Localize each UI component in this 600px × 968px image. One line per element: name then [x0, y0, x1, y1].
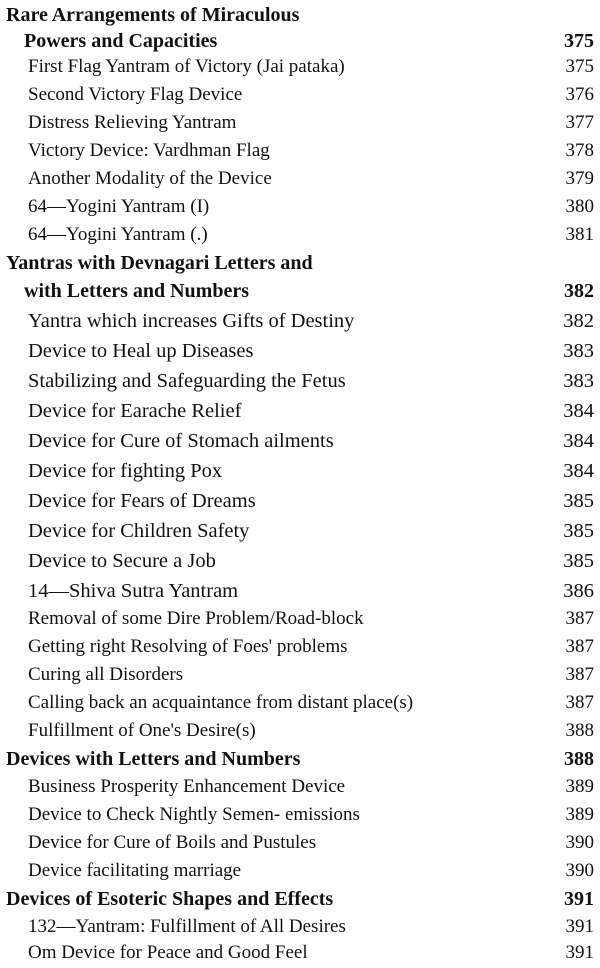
entry-page-number: 375	[565, 56, 594, 77]
entry-title: Device to Heal up Diseases	[28, 340, 254, 362]
entry-page-number: 388	[565, 720, 594, 741]
entry-title: Removal of some Dire Problem/Road-block	[28, 608, 364, 629]
toc-entry	[0, 774, 600, 800]
toc-entry	[0, 82, 600, 108]
toc-entry	[0, 166, 600, 192]
entry-title: Device to Check Nightly Semen- emissions	[28, 804, 360, 825]
section-title: Yantras with Devnagari Letters and	[6, 252, 313, 274]
section-heading	[0, 2, 600, 28]
entry-page-number: 382	[563, 310, 594, 332]
section-title: Devices of Esoteric Shapes and Effects	[6, 888, 334, 910]
entry-page-number: 391	[565, 916, 594, 937]
entry-page-number: 389	[565, 776, 594, 797]
entry-page-number: 383	[563, 340, 594, 362]
entry-page-number: 391	[565, 942, 594, 963]
entry-page-number: 383	[563, 370, 594, 392]
section-page-number: 388	[564, 748, 594, 770]
entry-title: Yantra which increases Gifts of Destiny	[28, 310, 355, 332]
entry-title: Device facilitating marriage	[28, 860, 242, 881]
entry-page-number: 390	[565, 832, 594, 853]
toc-entry	[0, 336, 600, 366]
toc-entry	[0, 662, 600, 688]
entry-page-number: 390	[565, 860, 594, 881]
section-heading	[0, 250, 600, 276]
entry-title: 132—Yantram: Fulfillment of All Desires	[28, 916, 346, 937]
toc-entry	[0, 516, 600, 546]
section-heading	[0, 278, 600, 304]
entry-page-number: 389	[565, 804, 594, 825]
toc-entry	[0, 858, 600, 884]
toc-entry	[0, 690, 600, 716]
toc-entry	[0, 634, 600, 660]
entry-title: Business Prosperity Enhancement Device	[28, 776, 346, 797]
entry-title: Device for Cure of Boils and Pustules	[28, 832, 317, 853]
toc-entry	[0, 110, 600, 136]
toc-entry	[0, 940, 600, 966]
toc-entry	[0, 576, 600, 606]
section-heading	[0, 28, 600, 54]
entry-page-number: 387	[565, 692, 594, 713]
entry-page-number: 379	[565, 168, 594, 189]
entry-page-number: 385	[563, 550, 594, 572]
section-title: Rare Arrangements of Miraculous	[6, 4, 300, 26]
entry-title: Victory Device: Vardhman Flag	[28, 140, 270, 161]
entry-title: Om Device for Peace and Good Feel	[28, 942, 308, 963]
toc-entry	[0, 396, 600, 426]
entry-page-number: 385	[563, 520, 594, 542]
section-title: with Letters and Numbers	[24, 280, 249, 302]
entry-title: Getting right Resolving of Foes' problems	[28, 636, 348, 657]
entry-title: 64—Yogini Yantram (I)	[28, 196, 210, 217]
entry-title: Device for Earache Relief	[28, 400, 242, 422]
toc-entry	[0, 54, 600, 80]
entry-page-number: 387	[565, 664, 594, 685]
entry-title: Device for Fears of Dreams	[28, 490, 256, 512]
toc-entry	[0, 456, 600, 486]
entry-title: Calling back an acquaintance from distant place(s)	[28, 692, 414, 713]
section-page-number: 382	[564, 280, 594, 302]
entry-title: Fulfillment of One's Desire(s)	[28, 720, 256, 741]
entry-page-number: 381	[565, 224, 594, 245]
toc-entry	[0, 366, 600, 396]
toc-entry	[0, 426, 600, 456]
entry-page-number: 385	[563, 490, 594, 512]
entry-title: Second Victory Flag Device	[28, 84, 243, 105]
entry-title: 64—Yogini Yantram (.)	[28, 224, 208, 245]
toc-entry	[0, 486, 600, 516]
section-heading	[0, 886, 600, 912]
section-title: Powers and Capacities	[24, 30, 218, 52]
toc-entry	[0, 194, 600, 220]
toc-entry	[0, 606, 600, 632]
entry-page-number: 376	[565, 84, 594, 105]
entry-page-number: 380	[565, 196, 594, 217]
toc-entry	[0, 718, 600, 744]
entry-page-number: 387	[565, 636, 594, 657]
toc-entry	[0, 830, 600, 856]
entry-page-number: 384	[563, 460, 594, 482]
entry-page-number: 387	[565, 608, 594, 629]
entry-title: Curing all Disorders	[28, 664, 184, 685]
entry-page-number: 377	[565, 112, 594, 133]
toc-entry	[0, 802, 600, 828]
entry-page-number: 378	[565, 140, 594, 161]
entry-page-number: 384	[563, 400, 594, 422]
toc-entry	[0, 546, 600, 576]
entry-title: Another Modality of the Device	[28, 168, 272, 189]
entry-title: First Flag Yantram of Victory (Jai pataka)	[28, 56, 345, 77]
entry-title: Device for fighting Pox	[28, 460, 223, 482]
toc-entry	[0, 914, 600, 940]
entry-page-number: 386	[563, 580, 594, 602]
entry-title: Device for Cure of Stomach ailments	[28, 430, 334, 452]
section-page-number: 375	[564, 30, 594, 52]
toc-entry	[0, 222, 600, 248]
entry-title: Device for Children Safety	[28, 520, 250, 542]
entry-page-number: 384	[563, 430, 594, 452]
entry-title: Device to Secure a Job	[28, 550, 216, 572]
entry-title: Stabilizing and Safeguarding the Fetus	[28, 370, 346, 392]
entry-title: 14—Shiva Sutra Yantram	[28, 580, 239, 602]
entry-title: Distress Relieving Yantram	[28, 112, 237, 133]
toc-entry	[0, 306, 600, 336]
section-page-number: 391	[564, 888, 594, 910]
section-title: Devices with Letters and Numbers	[6, 748, 301, 770]
section-heading	[0, 746, 600, 772]
toc-entry	[0, 138, 600, 164]
